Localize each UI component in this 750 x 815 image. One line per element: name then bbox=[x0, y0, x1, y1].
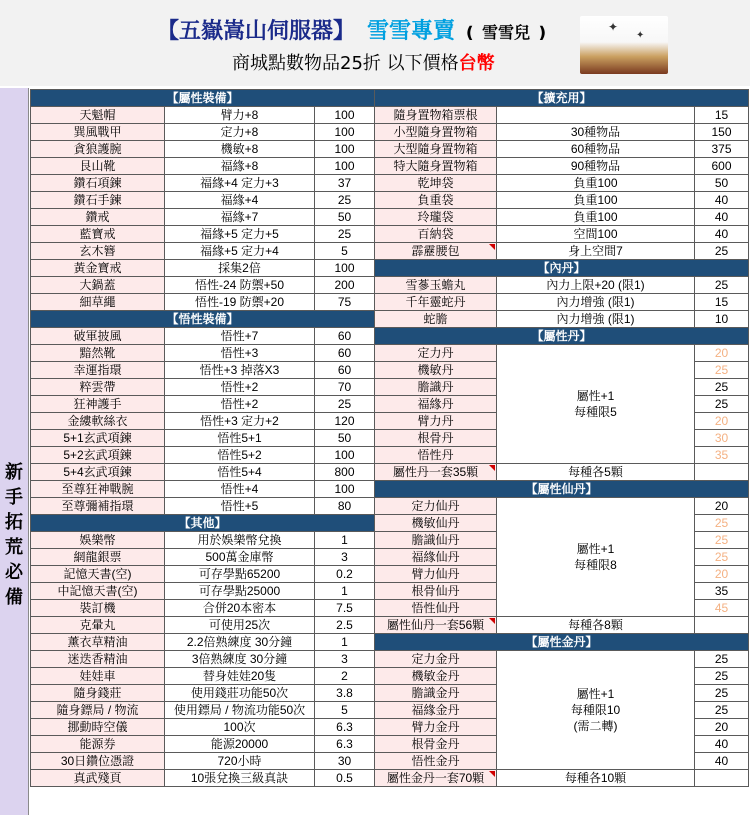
item-name: 鑽石手鍊 bbox=[31, 192, 165, 209]
item-desc: 替身娃娃20隻 bbox=[165, 668, 315, 685]
side-label-panel bbox=[0, 88, 29, 815]
table-row bbox=[31, 770, 375, 787]
table-row bbox=[375, 277, 749, 294]
item-price: 50 bbox=[315, 209, 375, 226]
section-header-row bbox=[375, 90, 749, 107]
header-title-line bbox=[157, 14, 549, 45]
item-desc: 福緣+7 bbox=[165, 209, 315, 226]
table-row bbox=[31, 413, 375, 430]
server-name: 【五嶽嵩山伺服器】 bbox=[157, 19, 356, 44]
table-row bbox=[375, 345, 749, 362]
seller-avatar-image bbox=[580, 16, 668, 74]
item-desc: 負重100 bbox=[497, 175, 695, 192]
item-price: 25 bbox=[695, 685, 749, 702]
item-price: 40 bbox=[695, 736, 749, 753]
table-row bbox=[375, 311, 749, 328]
table-row bbox=[375, 770, 749, 787]
item-desc: 90種物品 bbox=[497, 158, 695, 175]
item-name: 貪狼護腕 bbox=[31, 141, 165, 158]
item-desc: 悟性+2 bbox=[165, 379, 315, 396]
item-desc bbox=[497, 651, 695, 770]
item-price: 5 bbox=[315, 243, 375, 260]
section-title: 【屬性仙丹】 bbox=[375, 481, 749, 498]
item-name: 臂力丹 bbox=[375, 413, 497, 430]
item-desc: 2.2倍熟練度 30分鐘 bbox=[165, 634, 315, 651]
seller-name: ❪ 雪雪兒 ❫ bbox=[463, 23, 550, 42]
item-price: 50 bbox=[315, 430, 375, 447]
table-row bbox=[31, 396, 375, 413]
item-desc: 悟性+3 定力+2 bbox=[165, 413, 315, 430]
item-name: 黃金寶戒 bbox=[31, 260, 165, 277]
section-header-row bbox=[375, 260, 749, 277]
item-name: 5+2玄武項鍊 bbox=[31, 447, 165, 464]
table-row bbox=[31, 634, 375, 651]
table-row bbox=[31, 617, 375, 634]
item-name: 悟性金丹 bbox=[375, 753, 497, 770]
table-row bbox=[375, 158, 749, 175]
item-name: 根骨丹 bbox=[375, 430, 497, 447]
item-desc: 30種物品 bbox=[497, 124, 695, 141]
table-row bbox=[31, 430, 375, 447]
table-row bbox=[31, 175, 375, 192]
table-row bbox=[31, 192, 375, 209]
item-desc: 悟性+3 bbox=[165, 345, 315, 362]
item-desc: 能源20000 bbox=[165, 736, 315, 753]
item-name: 臂力金丹 bbox=[375, 719, 497, 736]
table-row bbox=[31, 107, 375, 124]
desc-line: 每種限8 bbox=[574, 558, 617, 572]
table-row bbox=[31, 736, 375, 753]
table-row bbox=[31, 362, 375, 379]
item-price: 0.5 bbox=[315, 770, 375, 787]
table-row bbox=[375, 464, 749, 481]
page-header bbox=[0, 0, 750, 86]
item-name: 根骨仙丹 bbox=[375, 583, 497, 600]
item-desc: 悟性+2 bbox=[165, 396, 315, 413]
item-desc: 悟性+5 bbox=[165, 498, 315, 515]
item-price: 25 bbox=[315, 192, 375, 209]
section-header-row bbox=[375, 634, 749, 651]
table-row bbox=[31, 328, 375, 345]
section-title: 【屬性金丹】 bbox=[375, 634, 749, 651]
item-price: 25 bbox=[695, 668, 749, 685]
side-label bbox=[0, 460, 28, 610]
table-row bbox=[375, 498, 749, 515]
item-name: 5+4玄武項鍊 bbox=[31, 464, 165, 481]
item-name: 負重袋 bbox=[375, 192, 497, 209]
table-row bbox=[31, 464, 375, 481]
item-name: 機敏金丹 bbox=[375, 668, 497, 685]
table-row bbox=[31, 294, 375, 311]
item-price: 35 bbox=[695, 583, 749, 600]
item-name: 天魁帽 bbox=[31, 107, 165, 124]
item-desc: 福緣+5 定力+4 bbox=[165, 243, 315, 260]
currency-label: 台幣 bbox=[458, 53, 495, 74]
item-price: 20 bbox=[695, 498, 749, 515]
item-price: 40 bbox=[695, 753, 749, 770]
item-name: 破軍披風 bbox=[31, 328, 165, 345]
section-header-row bbox=[31, 90, 375, 107]
table-row bbox=[31, 226, 375, 243]
section-title: 【屬性丹】 bbox=[375, 328, 749, 345]
item-price: 25 bbox=[695, 549, 749, 566]
table-row bbox=[31, 549, 375, 566]
item-name: 膽識仙丹 bbox=[375, 532, 497, 549]
desc-line: 每種限10 bbox=[570, 703, 621, 717]
table-row bbox=[31, 481, 375, 498]
section-header-row bbox=[375, 328, 749, 345]
item-price: 50 bbox=[695, 175, 749, 192]
item-price: 375 bbox=[695, 141, 749, 158]
item-name: 霹靂腰包 bbox=[375, 243, 497, 260]
item-name: 5+1玄武項鍊 bbox=[31, 430, 165, 447]
item-price: 40 bbox=[695, 192, 749, 209]
table-row bbox=[31, 141, 375, 158]
item-price: 25 bbox=[695, 379, 749, 396]
item-name: 小型隨身置物箱 bbox=[375, 124, 497, 141]
item-price: 30 bbox=[315, 753, 375, 770]
item-name: 百納袋 bbox=[375, 226, 497, 243]
item-name: 大鍋蓋 bbox=[31, 277, 165, 294]
item-desc: 100次 bbox=[165, 719, 315, 736]
item-price: 800 bbox=[315, 464, 375, 481]
table-row bbox=[375, 294, 749, 311]
item-name: 雪蔘玉蟾丸 bbox=[375, 277, 497, 294]
section-header-row bbox=[375, 481, 749, 498]
item-desc: 悟性+3 掉落X3 bbox=[165, 362, 315, 379]
item-price: 80 bbox=[315, 498, 375, 515]
table-row bbox=[31, 583, 375, 600]
table-row bbox=[31, 532, 375, 549]
table-row bbox=[31, 651, 375, 668]
item-price: 600 bbox=[695, 158, 749, 175]
set-price bbox=[695, 617, 749, 634]
table-row bbox=[31, 243, 375, 260]
item-desc bbox=[497, 107, 695, 124]
item-price: 20 bbox=[695, 345, 749, 362]
item-price: 7.5 bbox=[315, 600, 375, 617]
item-price: 60 bbox=[315, 345, 375, 362]
table-row bbox=[375, 243, 749, 260]
item-price: 35 bbox=[695, 447, 749, 464]
item-price: 25 bbox=[695, 362, 749, 379]
item-name: 乾坤袋 bbox=[375, 175, 497, 192]
item-desc bbox=[497, 345, 695, 464]
table-row bbox=[31, 447, 375, 464]
item-name: 巽風戰甲 bbox=[31, 124, 165, 141]
item-desc: 悟性5+2 bbox=[165, 447, 315, 464]
table-row bbox=[375, 192, 749, 209]
item-desc: 內力上限+20 (限1) bbox=[497, 277, 695, 294]
item-name: 膽識丹 bbox=[375, 379, 497, 396]
item-name: 機敏丹 bbox=[375, 362, 497, 379]
item-price: 25 bbox=[695, 532, 749, 549]
item-price: 25 bbox=[695, 515, 749, 532]
item-price: 5 bbox=[315, 702, 375, 719]
item-desc: 使用鏢局 / 物流功能50次 bbox=[165, 702, 315, 719]
item-price: 60 bbox=[315, 362, 375, 379]
table-row bbox=[31, 379, 375, 396]
item-name: 特大隨身置物箱 bbox=[375, 158, 497, 175]
table-row bbox=[375, 124, 749, 141]
item-price: 3.8 bbox=[315, 685, 375, 702]
set-desc: 每種各10顆 bbox=[497, 770, 695, 787]
item-price: 25 bbox=[315, 226, 375, 243]
item-name: 藍寶戒 bbox=[31, 226, 165, 243]
set-name: 屬性丹一套35顆 bbox=[375, 464, 497, 481]
item-name: 隨身錢莊 bbox=[31, 685, 165, 702]
item-desc: 負重100 bbox=[497, 209, 695, 226]
item-name: 隨身置物箱票根 bbox=[375, 107, 497, 124]
set-price bbox=[695, 770, 749, 787]
item-desc: 定力+8 bbox=[165, 124, 315, 141]
desc-line: 每種限5 bbox=[574, 405, 617, 419]
item-price: 30 bbox=[695, 430, 749, 447]
table-row bbox=[375, 209, 749, 226]
item-price: 40 bbox=[695, 226, 749, 243]
desc-line: 屬性+1 bbox=[576, 542, 615, 556]
table-row bbox=[31, 124, 375, 141]
item-desc: 720小時 bbox=[165, 753, 315, 770]
item-name: 根骨金丹 bbox=[375, 736, 497, 753]
item-price: 75 bbox=[315, 294, 375, 311]
item-price: 100 bbox=[315, 260, 375, 277]
item-name: 娛樂幣 bbox=[31, 532, 165, 549]
item-desc: 臂力+8 bbox=[165, 107, 315, 124]
item-price: 25 bbox=[695, 243, 749, 260]
right-price-table bbox=[374, 89, 749, 787]
table-row bbox=[31, 260, 375, 277]
item-desc bbox=[497, 498, 695, 617]
item-name: 定力金丹 bbox=[375, 651, 497, 668]
table-row bbox=[31, 158, 375, 175]
desc-line: (需二轉) bbox=[573, 719, 618, 733]
section-title: 【屬性裝備】 bbox=[31, 90, 375, 107]
item-name: 定力丹 bbox=[375, 345, 497, 362]
item-name: 艮山靴 bbox=[31, 158, 165, 175]
item-price: 37 bbox=[315, 175, 375, 192]
table-row bbox=[31, 668, 375, 685]
table-row bbox=[31, 209, 375, 226]
table-row bbox=[375, 107, 749, 124]
item-price: 6.3 bbox=[315, 719, 375, 736]
desc-line: 屬性+1 bbox=[576, 389, 615, 403]
item-desc: 悟性5+1 bbox=[165, 430, 315, 447]
item-name: 娃娃車 bbox=[31, 668, 165, 685]
item-desc: 機敏+8 bbox=[165, 141, 315, 158]
item-desc: 可使用25次 bbox=[165, 617, 315, 634]
table-row bbox=[31, 277, 375, 294]
item-desc: 內力增強 (限1) bbox=[497, 294, 695, 311]
item-name: 黯然靴 bbox=[31, 345, 165, 362]
item-price: 10 bbox=[695, 311, 749, 328]
item-name: 能源券 bbox=[31, 736, 165, 753]
item-name: 挪動時空儀 bbox=[31, 719, 165, 736]
item-name: 千年靈蛇丹 bbox=[375, 294, 497, 311]
section-header-row bbox=[31, 311, 375, 328]
item-price: 25 bbox=[695, 702, 749, 719]
item-name: 金縷軟絲衣 bbox=[31, 413, 165, 430]
item-name: 大型隨身置物箱 bbox=[375, 141, 497, 158]
item-desc: 福緣+5 定力+5 bbox=[165, 226, 315, 243]
item-price: 25 bbox=[695, 277, 749, 294]
item-name: 機敏仙丹 bbox=[375, 515, 497, 532]
item-desc: 內力增強 (限1) bbox=[497, 311, 695, 328]
store-name: 雪雪專賣 bbox=[367, 18, 456, 44]
item-name: 隨身鏢局 / 物流 bbox=[31, 702, 165, 719]
item-desc: 用於娛樂幣兌換 bbox=[165, 532, 315, 549]
header-subtitle: 商城點數物品25折 以下價格台幣 bbox=[232, 53, 495, 74]
set-price bbox=[695, 464, 749, 481]
item-price: 200 bbox=[315, 277, 375, 294]
item-desc: 悟性-24 防禦+50 bbox=[165, 277, 315, 294]
item-name: 粹雲帶 bbox=[31, 379, 165, 396]
item-desc: 3倍熟練度 30分鐘 bbox=[165, 651, 315, 668]
item-price: 25 bbox=[695, 396, 749, 413]
item-price: 2.5 bbox=[315, 617, 375, 634]
left-price-table bbox=[30, 89, 375, 787]
item-name: 蛇膽 bbox=[375, 311, 497, 328]
item-desc: 悟性-19 防禦+20 bbox=[165, 294, 315, 311]
section-title: 【擴充用】 bbox=[375, 90, 749, 107]
item-name: 至尊彌補指環 bbox=[31, 498, 165, 515]
item-price: 2 bbox=[315, 668, 375, 685]
item-price: 100 bbox=[315, 447, 375, 464]
item-desc: 福緣+4 bbox=[165, 192, 315, 209]
item-price: 1 bbox=[315, 583, 375, 600]
table-row bbox=[31, 498, 375, 515]
item-desc: 10張兌換三級真訣 bbox=[165, 770, 315, 787]
item-name: 網龍銀票 bbox=[31, 549, 165, 566]
item-price: 100 bbox=[315, 107, 375, 124]
table-row bbox=[31, 600, 375, 617]
item-name: 薰衣草精油 bbox=[31, 634, 165, 651]
section-title: 【內丹】 bbox=[375, 260, 749, 277]
side-label-text: 新手拓荒必備 bbox=[5, 462, 23, 608]
item-name: 真武殘頁 bbox=[31, 770, 165, 787]
item-price: 0.2 bbox=[315, 566, 375, 583]
item-price: 150 bbox=[695, 124, 749, 141]
item-name: 悟性仙丹 bbox=[375, 600, 497, 617]
section-title: 【悟性裝備】 bbox=[31, 311, 375, 328]
item-name: 裝訂機 bbox=[31, 600, 165, 617]
item-desc: 可存學點65200 bbox=[165, 566, 315, 583]
item-name: 狂神護手 bbox=[31, 396, 165, 413]
item-price: 100 bbox=[315, 158, 375, 175]
item-desc: 福緣+8 bbox=[165, 158, 315, 175]
item-price: 20 bbox=[695, 566, 749, 583]
item-desc: 合併20本密本 bbox=[165, 600, 315, 617]
table-row bbox=[31, 719, 375, 736]
item-name: 記憶天書(空) bbox=[31, 566, 165, 583]
item-desc: 悟性5+4 bbox=[165, 464, 315, 481]
item-desc: 身上空間7 bbox=[497, 243, 695, 260]
table-row bbox=[375, 226, 749, 243]
item-price: 3 bbox=[315, 549, 375, 566]
item-price: 15 bbox=[695, 107, 749, 124]
table-row bbox=[31, 685, 375, 702]
item-desc: 可存學點25000 bbox=[165, 583, 315, 600]
item-desc: 負重100 bbox=[497, 192, 695, 209]
item-price: 15 bbox=[695, 294, 749, 311]
item-price: 60 bbox=[315, 328, 375, 345]
item-price: 25 bbox=[695, 651, 749, 668]
set-desc: 每種各8顆 bbox=[497, 617, 695, 634]
item-price: 20 bbox=[695, 719, 749, 736]
item-price: 120 bbox=[315, 413, 375, 430]
item-price: 45 bbox=[695, 600, 749, 617]
item-price: 100 bbox=[315, 141, 375, 158]
item-name: 福緣金丹 bbox=[375, 702, 497, 719]
item-desc: 悟性+4 bbox=[165, 481, 315, 498]
set-desc: 每種各5顆 bbox=[497, 464, 695, 481]
item-name: 膽識金丹 bbox=[375, 685, 497, 702]
item-price: 6.3 bbox=[315, 736, 375, 753]
item-name: 幸運指環 bbox=[31, 362, 165, 379]
item-desc: 使用錢莊功能50次 bbox=[165, 685, 315, 702]
item-price: 3 bbox=[315, 651, 375, 668]
desc-line: 屬性+1 bbox=[576, 687, 615, 701]
item-name: 悟性丹 bbox=[375, 447, 497, 464]
item-price: 100 bbox=[315, 124, 375, 141]
table-row bbox=[375, 175, 749, 192]
item-name: 迷迭香精油 bbox=[31, 651, 165, 668]
table-row bbox=[375, 617, 749, 634]
item-desc: 500萬金庫幣 bbox=[165, 549, 315, 566]
item-name: 臂力仙丹 bbox=[375, 566, 497, 583]
table-row bbox=[375, 141, 749, 158]
set-name: 屬性金丹一套70顆 bbox=[375, 770, 497, 787]
item-name: 鑽石項鍊 bbox=[31, 175, 165, 192]
item-price: 100 bbox=[315, 481, 375, 498]
item-name: 中記憶天書(空) bbox=[31, 583, 165, 600]
item-name: 定力仙丹 bbox=[375, 498, 497, 515]
item-desc: 福緣+4 定力+3 bbox=[165, 175, 315, 192]
item-price: 1 bbox=[315, 634, 375, 651]
table-row bbox=[31, 753, 375, 770]
item-name: 玄木簪 bbox=[31, 243, 165, 260]
section-header-row bbox=[31, 515, 375, 532]
item-name: 福緣仙丹 bbox=[375, 549, 497, 566]
table-row bbox=[31, 345, 375, 362]
item-name: 至尊狂神戰腕 bbox=[31, 481, 165, 498]
set-name: 屬性仙丹一套56顆 bbox=[375, 617, 497, 634]
item-name: 玲瓏袋 bbox=[375, 209, 497, 226]
table-row bbox=[375, 651, 749, 668]
item-name: 30日鑽位憑證 bbox=[31, 753, 165, 770]
item-name: 鑽戒 bbox=[31, 209, 165, 226]
table-row bbox=[31, 566, 375, 583]
item-name: 福緣丹 bbox=[375, 396, 497, 413]
section-title: 【其他】 bbox=[31, 515, 375, 532]
item-price: 25 bbox=[315, 396, 375, 413]
item-desc: 採集2倍 bbox=[165, 260, 315, 277]
item-name: 細草繩 bbox=[31, 294, 165, 311]
item-price: 40 bbox=[695, 209, 749, 226]
item-price: 70 bbox=[315, 379, 375, 396]
item-price: 1 bbox=[315, 532, 375, 549]
item-desc: 悟性+7 bbox=[165, 328, 315, 345]
item-desc: 空間100 bbox=[497, 226, 695, 243]
item-name: 克暈丸 bbox=[31, 617, 165, 634]
item-desc: 60種物品 bbox=[497, 141, 695, 158]
item-price: 20 bbox=[695, 413, 749, 430]
table-row bbox=[31, 702, 375, 719]
